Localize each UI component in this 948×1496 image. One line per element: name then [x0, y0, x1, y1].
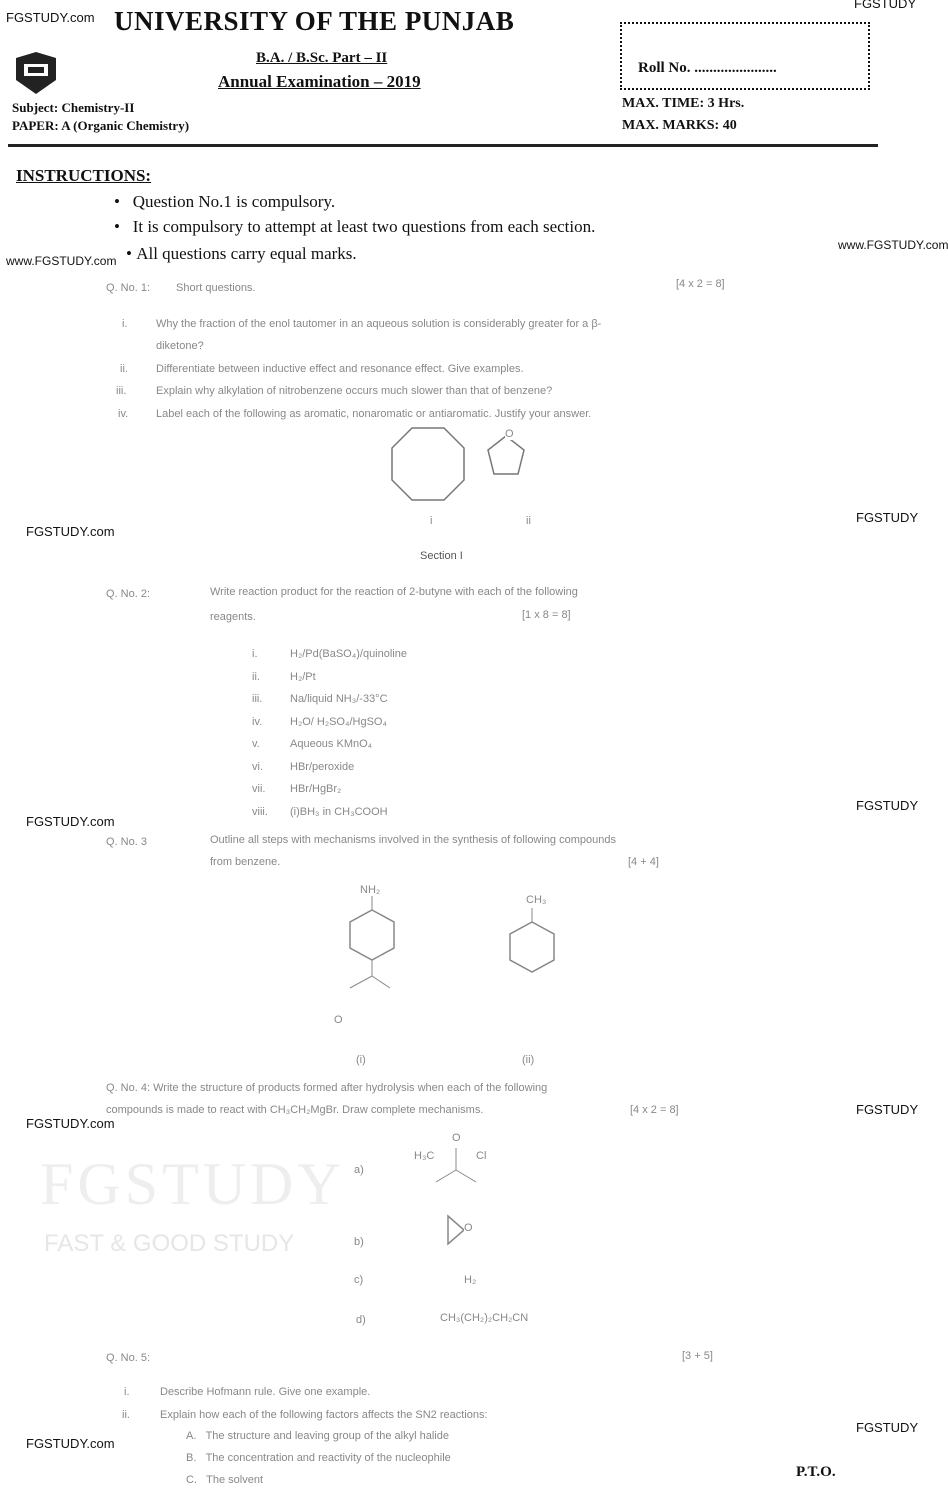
- atom-label: O: [452, 1132, 461, 1144]
- q4-compound: CH₃(CH₂)₂CH₂CN: [440, 1312, 529, 1324]
- atom-label: O: [505, 428, 514, 440]
- structure-label: (ii): [522, 1054, 535, 1066]
- structure-label: ii: [526, 515, 531, 527]
- item-number: i.: [122, 318, 128, 330]
- atom-label: O: [334, 1014, 343, 1026]
- item-number: iv.: [252, 715, 263, 728]
- q5-label: Q. No. 5:: [106, 1352, 151, 1364]
- item-number: v.: [252, 738, 260, 750]
- item-number: ii.: [120, 363, 128, 375]
- watermark-brand: FGSTUDY: [40, 1151, 345, 1217]
- q3-label: Q. No. 3: [106, 836, 147, 848]
- cyclopentadienone-structure: [488, 436, 524, 474]
- structure-label: i: [430, 515, 433, 527]
- watermark-site: www.FGSTUDY.com: [838, 238, 948, 252]
- instruction-item: • It is compulsory to attempt at least two questions from each section.: [114, 217, 596, 236]
- q1-marks: [4 x 2 = 8]: [676, 278, 725, 290]
- q2-reagent: HBr/HgBr₂: [290, 783, 342, 795]
- watermark-site: FGSTUDY: [856, 510, 919, 525]
- item-number: iii.: [252, 693, 263, 705]
- instructions-title: INSTRUCTIONS:: [16, 166, 152, 185]
- instruction-item: • All questions carry equal marks.: [126, 244, 357, 263]
- q4-text: Q. No. 4: Write the structure of products formed after hydrolysis when each of the following: [106, 1082, 548, 1094]
- item-number: vii.: [252, 783, 266, 795]
- q1-label: Q. No. 1:: [106, 282, 151, 294]
- q2-reagent: H₂/Pd(BaSO₄)/quinoline: [290, 648, 407, 660]
- q2-reagent: Na/liquid NH₃/-33°C: [290, 693, 388, 705]
- q5-subitem: A. The structure and leaving group of the alkyl halide: [186, 1430, 449, 1442]
- q1-item: Label each of the following as aromatic, nonaromatic or antiaromatic. Justify your answer.: [156, 408, 592, 420]
- q2-text: Write reaction product for the reaction of 2-butyne with each of the following: [210, 586, 578, 598]
- q5-item: Describe Hofmann rule. Give one example.: [160, 1386, 371, 1398]
- item-number: viii.: [252, 805, 268, 818]
- pto-label: P.T.O.: [796, 1464, 836, 1480]
- item-number: iv.: [118, 408, 129, 420]
- watermark-site: FGSTUDY.com: [26, 1116, 115, 1131]
- watermark-site: FGSTUDY.com: [26, 524, 115, 539]
- atom-label: Cl: [476, 1150, 487, 1162]
- watermark-tagline: FAST & GOOD STUDY: [44, 1230, 295, 1257]
- q2-label: Q. No. 2:: [106, 588, 151, 600]
- header-divider: [8, 144, 878, 147]
- q2-reagent: (i)BH₃ in CH₃COOH: [290, 805, 388, 818]
- q5-marks: [3 + 5]: [682, 1350, 713, 1362]
- q5-subitem: C. The solvent: [186, 1474, 264, 1486]
- atom-label: H₃C: [414, 1150, 435, 1162]
- instruction-item: • Question No.1 is compulsory.: [114, 192, 336, 211]
- university-logo-icon: [12, 50, 60, 96]
- q1-item-cont: diketone?: [156, 340, 204, 352]
- q1-title: Short questions.: [176, 282, 256, 294]
- paper: PAPER: A (Organic Chemistry): [12, 118, 190, 133]
- subject: Subject: Chemistry-II: [12, 100, 135, 115]
- watermark-site: FGSTUDY.com: [26, 1436, 115, 1451]
- section-title: Section I: [420, 550, 463, 562]
- q1-item: Explain why alkylation of nitrobenzene occurs much slower than that of benzene?: [156, 385, 553, 397]
- q2-text-cont: reagents.: [210, 611, 256, 623]
- structure-label: (i): [356, 1054, 366, 1066]
- university-name: UNIVERSITY OF THE PUNJAB: [114, 6, 515, 36]
- q1-item: Differentiate between inductive effect and resonance effect. Give examples.: [156, 363, 524, 375]
- watermark-site: FGSTUDY.com: [26, 814, 115, 829]
- item-number: vi.: [252, 760, 263, 773]
- item-number: iii.: [116, 385, 127, 397]
- watermark-site: www.FGSTUDY.com: [6, 254, 117, 268]
- item-number: ii.: [122, 1409, 130, 1421]
- atom-label: CH₃: [526, 894, 547, 906]
- item-number: b): [354, 1236, 364, 1248]
- q2-reagent: H₂/Pt: [290, 670, 316, 683]
- atom-label: NH₂: [360, 884, 381, 896]
- item-number: c): [354, 1274, 364, 1286]
- exam-title: Annual Examination – 2019: [218, 72, 421, 91]
- watermark-site: FGSTUDY: [854, 0, 917, 11]
- q4-text-cont: compounds is made to react with CH₃CH₂MgBr. Draw complete mechanisms.: [106, 1104, 484, 1116]
- watermark-site: FGSTUDY.com: [6, 10, 95, 25]
- watermark-site: FGSTUDY: [856, 1102, 919, 1117]
- item-number: i.: [124, 1386, 130, 1398]
- watermark-site: FGSTUDY: [856, 1420, 919, 1435]
- q5-item: Explain how each of the following factors affects the SN2 reactions:: [160, 1409, 488, 1421]
- q5-subitem: B. The concentration and reactivity of the nucleophile: [186, 1452, 451, 1464]
- q2-reagent: HBr/peroxide: [290, 760, 355, 773]
- item-number: ii.: [252, 670, 260, 683]
- q3-text: Outline all steps with mechanisms involved in the synthesis of following compounds: [210, 834, 616, 846]
- q2-reagent: Aqueous KMnO₄: [290, 738, 373, 750]
- roll-number-box[interactable]: [620, 22, 870, 90]
- item-number: i.: [252, 648, 258, 660]
- q4-marks: [4 x 2 = 8]: [630, 1104, 679, 1116]
- q2-reagent: H₂O/ H₂SO₄/HgSO₄: [290, 715, 387, 728]
- q1-structures: [388, 424, 568, 504]
- atom-label: O: [464, 1222, 473, 1234]
- item-number: d): [356, 1314, 366, 1326]
- roll-number-label: Roll No. ......................: [638, 60, 777, 76]
- item-number: a): [354, 1164, 364, 1176]
- q2-marks: [1 x 8 = 8]: [522, 609, 571, 621]
- q4-compound: H₂: [464, 1274, 477, 1286]
- max-time: MAX. TIME: 3 Hrs.: [622, 96, 745, 111]
- q3-marks: [4 + 4]: [628, 856, 659, 868]
- watermark-site: FGSTUDY: [856, 798, 919, 813]
- cyclooctatetraene-structure: [392, 428, 464, 500]
- max-marks: MAX. MARKS: 40: [622, 118, 737, 133]
- q1-item: Why the fraction of the enol tautomer in an aqueous solution is considerably greater for a β-: [156, 318, 602, 330]
- q3-text-cont: from benzene.: [210, 856, 281, 868]
- program: B.A. / B.Sc. Part – II: [256, 50, 388, 66]
